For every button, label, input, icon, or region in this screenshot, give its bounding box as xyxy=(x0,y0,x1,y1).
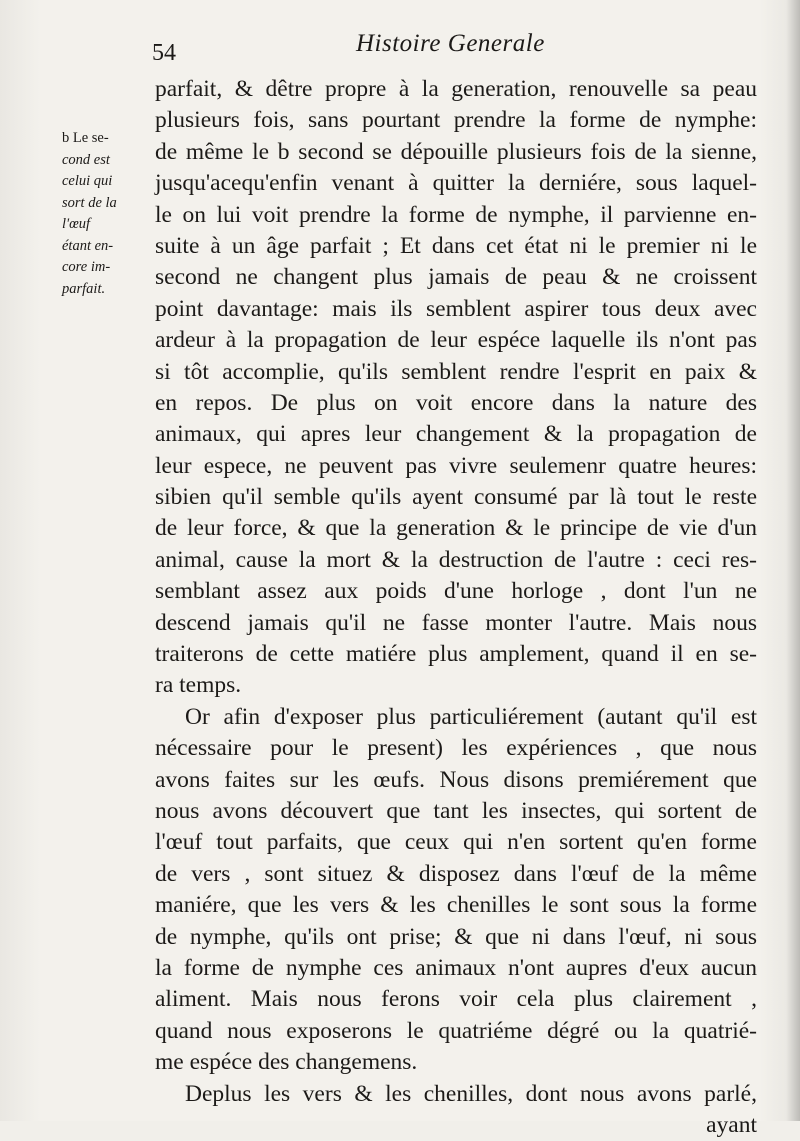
text-line: de vers , sont situez & disposez dans l'œuf de la même xyxy=(155,860,757,887)
text-line: ra temps. xyxy=(155,672,242,699)
catchword: ayant xyxy=(706,1111,757,1138)
text-line: sibien qu'il semble qu'ils ayent consumé par là tout le reste xyxy=(155,484,757,511)
marginal-line: core im- xyxy=(62,259,111,275)
text-line: point davantage: mais ils semblent aspirer tous deux avec xyxy=(155,295,757,322)
text-line: animal, cause la mort & la destruction de l'autre : ceci res- xyxy=(155,546,757,573)
text-line: semblant assez aux poids d'une horloge , dont l'un ne xyxy=(155,578,757,605)
marginal-line: celui qui xyxy=(62,173,113,189)
text-line: animaux, qui apres leur changement & la propagation de xyxy=(155,421,757,448)
text-line: avons faites sur les œufs. Nous disons premiérement que xyxy=(155,766,757,793)
text-line: leur espece, ne peuvent pas vivre seulemenr quatre heures: xyxy=(155,452,757,479)
text-line: ardeur à la propagation de leur espéce laquelle ils n'ont pas xyxy=(155,327,757,354)
text-line: Or afin d'exposer plus particuliérement (autant qu'il est xyxy=(185,703,757,730)
text-line: l'œuf tout parfaits, que ceux qui n'en sortent qu'en forme xyxy=(155,829,757,856)
text-line: maniére, que les vers & les chenilles le sont sous la forme xyxy=(155,892,757,919)
text-line: si tôt accomplie, qu'ils semblent rendre l'esprit en paix & xyxy=(155,358,757,385)
marginal-line: étant en- xyxy=(62,237,114,254)
running-title: Histoire Generale xyxy=(356,30,545,57)
text-line: de même le b second se dépouille plusieurs fois de la sienne, xyxy=(155,138,757,165)
text-line: de nymphe, qu'ils ont prise; & que ni dans l'œuf, ni sous xyxy=(155,923,757,950)
body-text xyxy=(155,74,757,1141)
text-line: plusieurs fois, sans pourtant prendre la forme de nymphe: xyxy=(155,107,757,134)
text-line: Deplus les vers & les chenilles, dont nous avons parlé, xyxy=(185,1080,757,1107)
text-line: la forme de nymphe ces animaux n'ont aupres d'eux aucun xyxy=(155,954,757,981)
text-line: nécessaire pour le present) les expériences , que nous xyxy=(155,735,757,762)
text-line: de leur force, & que la generation & le principe de vie d'un xyxy=(155,515,757,542)
page-number: 54 xyxy=(152,40,176,66)
text-line: parfait, & dêtre propre à la generation, renouvelle sa peau xyxy=(155,76,757,102)
text-line: nous avons découvert que tant les insectes, qui sortent de xyxy=(155,797,757,824)
marginal-line: sort de la xyxy=(62,194,117,211)
marginal-line: b Le se- xyxy=(62,130,109,146)
marginal-line: parfait. xyxy=(62,280,106,297)
marginal-line: l'œuf xyxy=(62,216,91,232)
text-line: quand nous exposerons le quatriéme dégré ou la quatrié- xyxy=(155,1017,757,1044)
text-line: jusqu'acequ'enfin venant à quitter la derniére, sous laquel- xyxy=(155,170,757,197)
marginal-note xyxy=(62,128,152,300)
text-line: traiterons de cette matiére plus amplement, quand il en se- xyxy=(155,641,757,668)
text-line: en repos. De plus on voit encore dans la nature des xyxy=(155,389,757,416)
text-line: aliment. Mais nous ferons voir cela plus clairement , xyxy=(155,986,757,1013)
marginal-line: cond est xyxy=(62,151,110,168)
text-line: descend jamais qu'il ne fasse monter l'autre. Mais nous xyxy=(155,609,757,636)
text-line: me espéce des changemens. xyxy=(155,1049,418,1076)
text-line: suite à un âge parfait ; Et dans cet état ni le premier ni le xyxy=(155,232,757,259)
text-line: second ne changent plus jamais de peau & ne croissent xyxy=(155,264,757,291)
page-edge-shadow xyxy=(786,0,800,1121)
text-line: le on lui voit prendre la forme de nymphe, il parvienne en- xyxy=(155,201,757,228)
